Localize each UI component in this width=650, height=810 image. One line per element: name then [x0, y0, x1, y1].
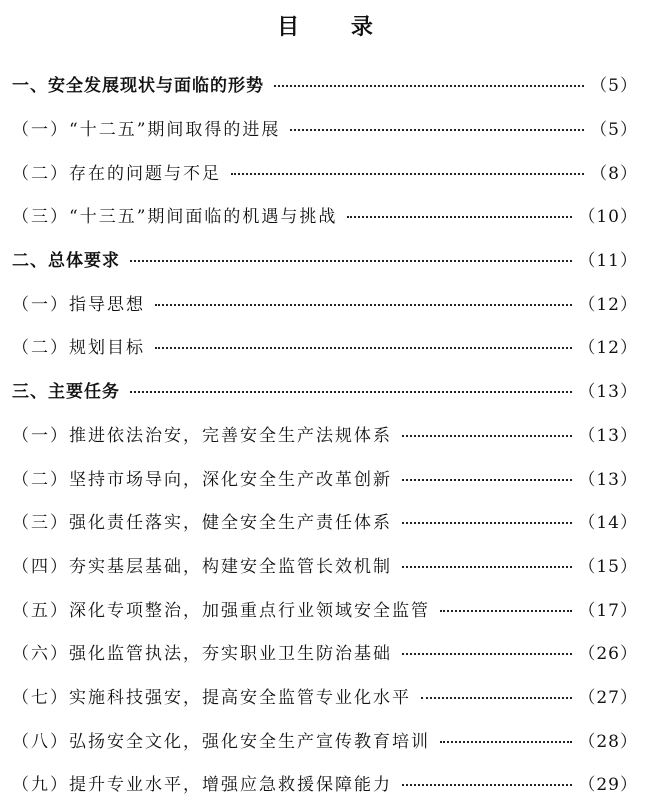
toc-entry-label: （一）指导思想: [12, 294, 145, 315]
toc-page-number: （26）: [578, 644, 638, 665]
toc-entry-label: （一）“十二五”期间取得的进展: [12, 120, 281, 141]
toc-subsection-entry[interactable]: [12, 674, 638, 718]
dot-leader: [231, 172, 584, 175]
toc-page-number: （10）: [578, 207, 638, 228]
toc-entry-label: （二）存在的问题与不足: [12, 163, 221, 184]
dot-leader: [402, 652, 572, 655]
toc-section-entry[interactable]: [12, 368, 638, 412]
toc-page-number: （13）: [578, 425, 638, 446]
toc-entry-label: 二、总体要求: [12, 251, 120, 272]
toc-subsection-entry[interactable]: [12, 455, 638, 499]
toc-subsection-entry[interactable]: [12, 280, 638, 324]
toc-subsection-entry[interactable]: [12, 412, 638, 456]
toc-page-number: （29）: [578, 775, 638, 796]
dot-leader: [347, 215, 572, 218]
toc-page-number: （15）: [578, 556, 638, 577]
dot-leader: [155, 346, 572, 349]
toc-subsection-entry[interactable]: [12, 717, 638, 761]
toc-entry-label: （五）深化专项整治，加强重点行业领域安全监管: [12, 600, 430, 621]
toc-page-number: （5）: [590, 76, 638, 97]
toc-subsection-entry[interactable]: [12, 543, 638, 587]
dot-leader: [402, 521, 572, 524]
toc-page-number: （28）: [578, 731, 638, 752]
page-title: 目 录: [277, 15, 395, 40]
toc-entry-label: （六）强化监管执法，夯实职业卫生防治基础: [12, 644, 392, 665]
toc-entry-label: （七）实施科技强安，提高安全监管专业化水平: [12, 687, 411, 708]
dot-leader: [274, 84, 584, 87]
dot-leader: [440, 740, 572, 743]
toc-subsection-entry[interactable]: [12, 324, 638, 368]
toc-subsection-entry[interactable]: [12, 499, 638, 543]
dot-leader: [402, 783, 572, 786]
toc-page-number: （13）: [578, 382, 638, 403]
toc-entry-label: （三）“十三五”期间面临的机遇与挑战: [12, 207, 338, 228]
toc-page-number: （13）: [578, 469, 638, 490]
toc-page-number: （12）: [578, 338, 638, 359]
toc-page-number: （17）: [578, 600, 638, 621]
toc-page-number: （27）: [578, 687, 638, 708]
toc-page-number: （14）: [578, 513, 638, 534]
dot-leader: [402, 434, 572, 437]
toc-subsection-entry[interactable]: [12, 193, 638, 237]
table-of-contents: [12, 62, 638, 805]
toc-subsection-entry[interactable]: [12, 586, 638, 630]
dot-leader: [402, 565, 572, 568]
toc-entry-label: （四）夯实基层基础，构建安全监管长效机制: [12, 556, 392, 577]
toc-entry-label: （二）坚持市场导向，深化安全生产改革创新: [12, 469, 392, 490]
toc-entry-label: （三）强化责任落实，健全安全生产责任体系: [12, 513, 392, 534]
toc-entry-label: 三、主要任务: [12, 382, 120, 403]
dot-leader: [421, 696, 572, 699]
dot-leader: [155, 303, 572, 306]
toc-entry-label: 一、安全发展现状与面临的形势: [12, 76, 264, 97]
dot-leader: [130, 390, 572, 393]
toc-page-number: （11）: [578, 251, 638, 272]
toc-page-number: （5）: [590, 120, 638, 141]
toc-section-entry[interactable]: [12, 62, 638, 106]
toc-subsection-entry[interactable]: [12, 761, 638, 805]
dot-leader: [440, 609, 572, 612]
toc-subsection-entry[interactable]: [12, 630, 638, 674]
toc-subsection-entry[interactable]: [12, 149, 638, 193]
toc-section-entry[interactable]: [12, 237, 638, 281]
toc-entry-label: （一）推进依法治安，完善安全生产法规体系: [12, 425, 392, 446]
toc-page-number: （12）: [578, 294, 638, 315]
toc-entry-label: （二）规划目标: [12, 338, 145, 359]
toc-page-number: （8）: [590, 163, 638, 184]
toc-entry-label: （九）提升专业水平，增强应急救援保障能力: [12, 775, 392, 796]
toc-entry-label: （八）弘扬安全文化，强化安全生产宣传教育培训: [12, 731, 430, 752]
toc-subsection-entry[interactable]: [12, 106, 638, 150]
dot-leader: [402, 478, 572, 481]
dot-leader: [290, 128, 584, 131]
dot-leader: [130, 259, 572, 262]
